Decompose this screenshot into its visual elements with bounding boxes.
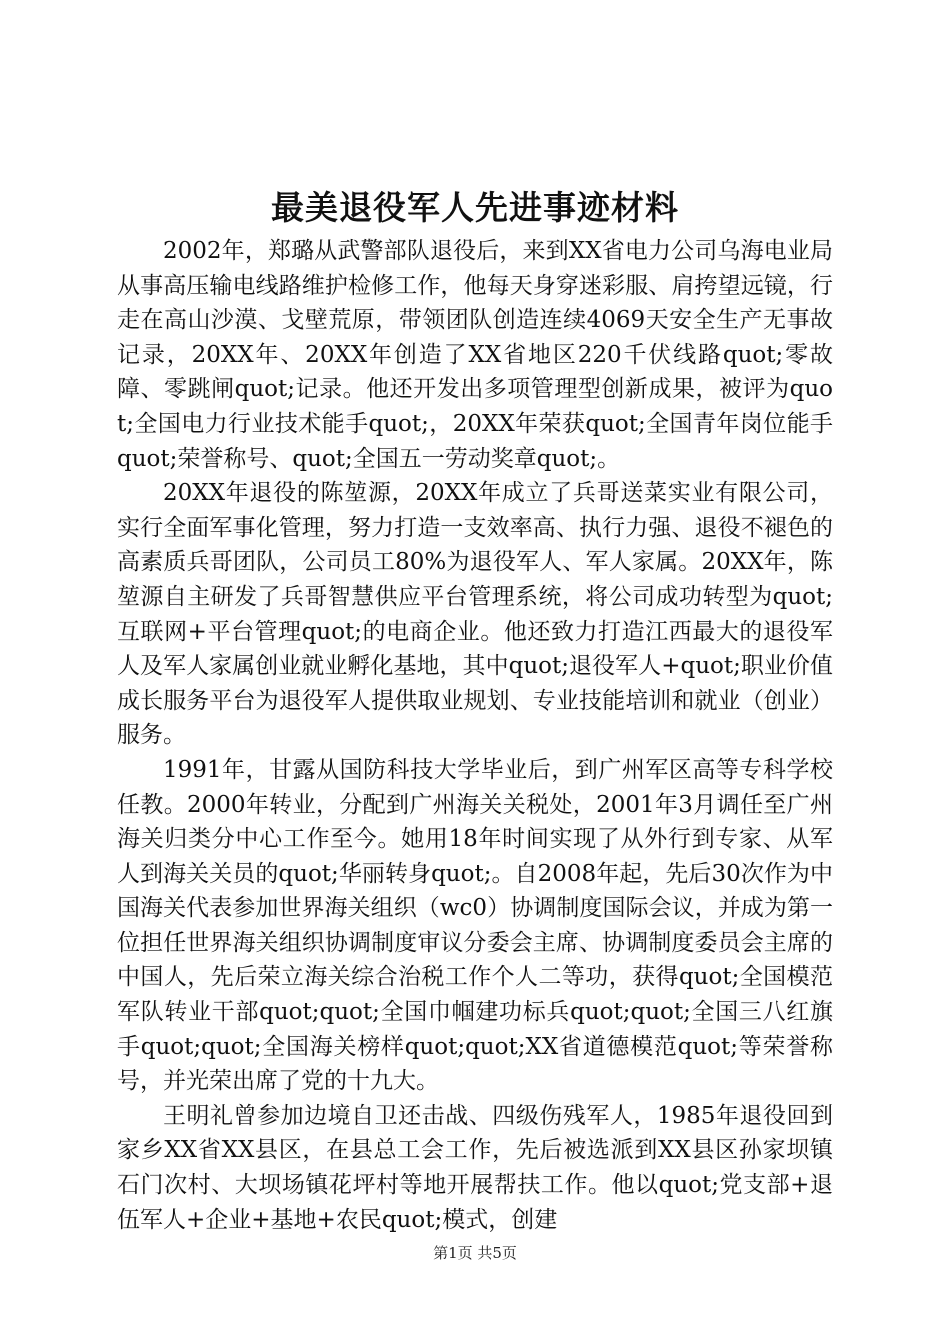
paragraph-gan-lu: 1991年，甘露从国防科技大学毕业后，到广州军区高等专科学校任教。2000年转业，分配到广州海关关税处，2001年3月调任至广州海关归类分中心工作至今。她用18年时间实现了从外行到专家、从军人到海关关员的quot;华丽转身quot;。自2008年起，先后30次作为中国海关代表参加世界海关组织（wc0）协调制度国际会议，并成为第一位担任世界海关组织协调制度审议分委会主席、协调制度委员会主席的中国人，先后荣立海关综合治税工作个人二等功，获得quot;全国模范军队转业干部quot;quot;全国巾帼建功标兵quot;quot;全国三八红旗手quot;quot;全国海关榜样quot;quot;XX省道德模范quot;等荣誉称号，并光荣出席了党的十九大。 — [117, 756, 833, 1095]
page-number-footer: 第1页 共5页 — [433, 1244, 517, 1262]
document-title: 最美退役军人先进事迹材料 — [271, 188, 679, 227]
paragraph-wang-mingli: 王明礼曾参加边境自卫还击战、四级伤残军人，1985年退役回到家乡XX省XX县区，在县总工会工作，先后被选派到XX县区孙家坝镇石门次村、大坝场镇花坪村等地开展帮扶工作。他以quot;党支部+退伍军人+企业+基地+农民quot;模式，创建 — [117, 1102, 833, 1233]
paragraph-chen-kunyuan: 20XX年退役的陈堃源，20XX年成立了兵哥送菜实业有限公司，实行全面军事化管理，努力打造一支效率高、执行力强、退役不褪色的高素质兵哥团队，公司员工80%为退役军人、军人家属。20XX年，陈堃源自主研发了兵哥智慧供应平台管理系统，将公司成功转型为quot;互联网+平台管理quot;的电商企业。他还致力打造江西最大的退役军人及军人家属创业就业孵化基地，其中quot;退役军人+quot;职业价值成长服务平台为退役军人提供取业规划、专业技能培训和就业（创业）服务。 — [117, 480, 833, 749]
document-body — [117, 234, 833, 1237]
paragraph-zheng-lu: 2002年，郑璐从武警部队退役后，来到XX省电力公司乌海电业局从事高压输电线路维护检修工作，他每天身穿迷彩服、肩挎望远镜，行走在高山沙漠、戈壁荒原，带领团队创造连续4069天安全生产无事故记录，20XX年、20XX年创造了XX省地区220千伏线路quot;零故障、零跳闸quot;记录。他还开发出多项管理型创新成果，被评为quot;全国电力行业技术能手quot;，20XX年荣获quot;全国青年岗位能手quot;荣誉称号、quot;全国五一劳动奖章quot;。 — [117, 238, 833, 472]
